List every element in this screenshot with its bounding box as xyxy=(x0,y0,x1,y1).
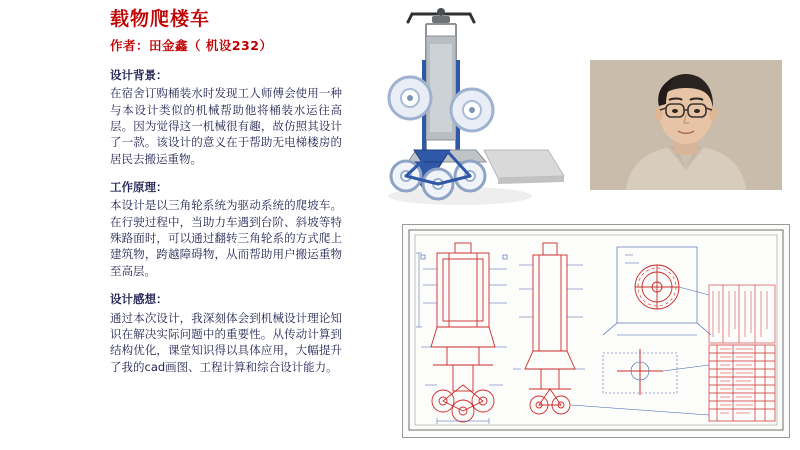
page-title: 载物爬楼车 xyxy=(110,8,211,30)
section-body: 本设计是以三角轮系统为驱动系统的爬坡车。在行驶过程中，当助力车遇到台阶、斜坡等特殊路面时，可以通过翻转三角轮系的方式爬上建筑物，跨越障碍物，从而帮助用户搬运重物至高层。 xyxy=(110,198,342,278)
cad-assembly-drawing xyxy=(402,224,790,438)
section-principle xyxy=(110,180,342,279)
section-background xyxy=(110,68,342,167)
section-body: 通过本次设计，我深刻体会到机械设计理论知识在解决实际问题中的重要性。从传动计算到结构优化，课堂知识得以具体应用，大幅提升了我的cad画图、工程计算和综合设计能力。 xyxy=(110,310,342,374)
text-column xyxy=(110,8,342,388)
author-portrait-photo xyxy=(590,60,782,190)
stair-climbing-cart-render-photo xyxy=(352,0,584,212)
section-heading: 设计背景： xyxy=(110,67,168,82)
section-heading: 工作原理： xyxy=(110,179,168,194)
author-line: 作者：田金鑫（ 机设232） xyxy=(110,37,273,53)
cad-caption xyxy=(403,437,404,438)
section-body: 在宿舍订购桶装水时发现工人师傅会使用一种与本设计类似的机械帮助他将桶装水运往高层。因为觉得这一机械很有趣，故仿照其设计了一款。该设计的意义在于帮助无电梯楼房的居民去搬运重物。 xyxy=(110,86,342,166)
section-heading: 设计感想： xyxy=(110,292,168,307)
section-reflection xyxy=(110,292,342,375)
